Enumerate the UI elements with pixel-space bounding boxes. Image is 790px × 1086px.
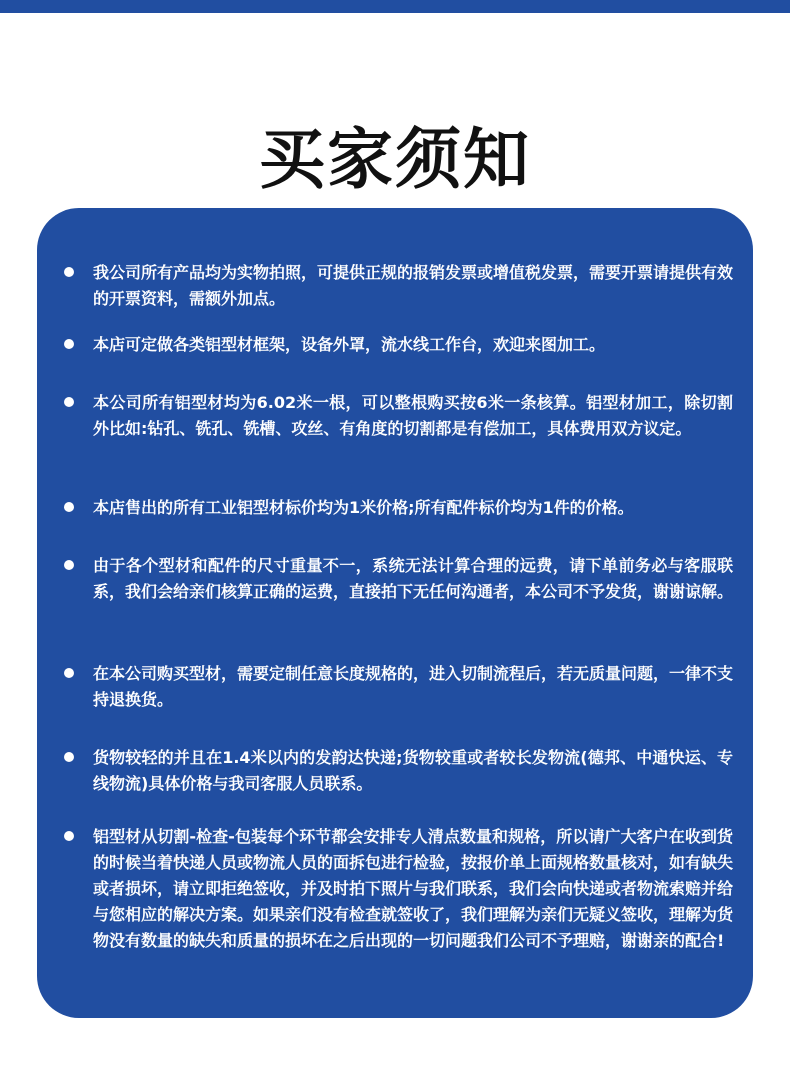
notice-text: 由于各个型材和配件的尺寸重量不一，系统无法计算合理的远费，请下单前务必与客服联系，我们会给亲们核算正确的运费，直接拍下无任何沟通者，本公司不予发货，谢谢谅解。 — [93, 556, 734, 601]
notice-text: 本公司所有铝型材均为6.02米一根，可以整根购买按6米一条核算。铝型材加工，除切割外比如:钻孔、铣孔、铣槽、攻丝、有角度的切割都是有偿加工，具体费用双方议定。 — [93, 393, 733, 438]
top-accent-bar — [0, 0, 790, 13]
page-title: 买家须知 — [259, 121, 531, 199]
bullet-icon — [64, 502, 74, 512]
bullet-icon — [64, 267, 74, 277]
notice-text: 在本公司购买型材，需要定制任意长度规格的，进入切制流程后，若无质量问题，一律不支持退换货。 — [93, 664, 734, 709]
bullet-icon — [64, 752, 74, 762]
bullet-icon — [64, 397, 74, 407]
bullet-icon — [64, 560, 74, 570]
bullet-icon — [64, 339, 74, 349]
notice-text: 本店售出的所有工业铝型材标价均为1米价格;所有配件标价均为1件的价格。 — [93, 498, 634, 517]
notice-text: 货物较轻的并且在1.4米以内的发韵达快递;货物较重或者较长发物流(德邦、中通快运、专线物流)具体价格与我司客服人员联系。 — [93, 748, 733, 793]
notice-text: 我公司所有产品均为实物拍照，可提供正规的报销发票或增值税发票，需要开票请提供有效的开票资料，需额外加点。 — [93, 263, 734, 308]
notice-text: 本店可定做各类铝型材框架，设备外罩，流水线工作台，欢迎来图加工。 — [93, 335, 606, 354]
bullet-icon — [64, 831, 74, 841]
notice-card — [37, 208, 753, 1018]
bullet-icon — [64, 668, 74, 678]
notice-text: 铝型材从切割-检查-包装每个环节都会安排专人清点数量和规格，所以请广大客户在收到货的时候当着快递人员或物流人员的面拆包进行检验，按报价单上面规格数量核对，如有缺失或者损坏，请立即拒绝签收，并及时拍下照片与我们联系，我们会向快递或者物流索赔并给与您相应的解决方案。如果亲们没有检查就签收了，我们理解为亲们无疑义签收，理解为货物没有数量的缺失和质量的损坏在之后出现的一切问题我们公司不予理赔，谢谢亲的配合! — [93, 827, 734, 950]
